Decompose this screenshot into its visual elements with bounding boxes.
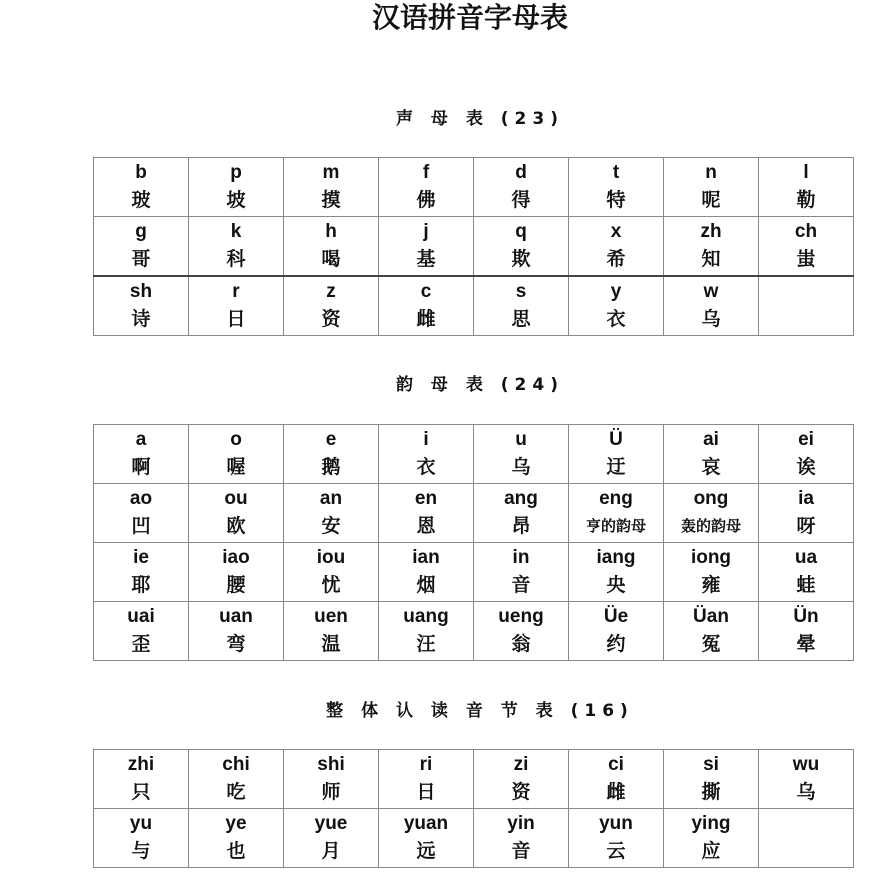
pinyin-cell <box>474 543 569 602</box>
pinyin-cell <box>474 484 569 543</box>
pinyin-cell <box>94 602 189 661</box>
pinyin-letter: ao <box>129 488 153 509</box>
table-row <box>94 217 854 277</box>
pinyin-letter: yue <box>314 813 348 834</box>
pinyin-cell <box>664 276 759 336</box>
pinyin-cell <box>759 484 854 543</box>
pinyin-letter: iang <box>596 547 636 568</box>
pinyin-cell <box>189 809 284 868</box>
pinyin-letter: en <box>414 488 438 509</box>
pinyin-cell <box>569 543 664 602</box>
pinyin-cell <box>94 217 189 277</box>
table-row <box>94 809 854 868</box>
pinyin-letter: uen <box>314 606 348 627</box>
pinyin-cell <box>664 809 759 868</box>
pinyin-cell <box>569 750 664 809</box>
pinyin-cell <box>379 158 474 217</box>
pinyin-letter: yin <box>507 813 535 834</box>
pinyin-cell <box>94 484 189 543</box>
example-character: 约 <box>606 633 626 655</box>
example-character: 希 <box>606 248 626 270</box>
pinyin-letter: eng <box>599 488 633 509</box>
table-row <box>94 425 854 484</box>
example-character: 雌 <box>416 308 436 330</box>
pinyin-cell <box>759 543 854 602</box>
pinyin-letter: wu <box>792 754 820 775</box>
pinyin-cell <box>189 543 284 602</box>
example-character: 衣 <box>416 456 436 478</box>
pinyin-letter: yuan <box>403 813 449 834</box>
example-character: 乌 <box>511 456 531 478</box>
example-character: 只 <box>131 781 151 803</box>
pinyin-letter: w <box>703 281 719 302</box>
example-character: 恩 <box>416 515 436 537</box>
example-character: 亨的韵母 <box>585 517 646 535</box>
example-character: 温 <box>321 633 341 655</box>
pinyin-letter: iong <box>690 547 732 568</box>
example-character: 基 <box>416 248 436 270</box>
pinyin-letter: ang <box>504 488 538 509</box>
pinyin-letter: zhi <box>127 754 155 775</box>
pinyin-letter: ia <box>798 488 814 509</box>
pinyin-cell <box>569 158 664 217</box>
pinyin-letter: ye <box>225 813 247 834</box>
pinyin-cell <box>759 425 854 484</box>
pinyin-cell <box>664 217 759 277</box>
pinyin-letter: shi <box>317 754 345 775</box>
pinyin-letter: zi <box>513 754 529 775</box>
table-row <box>94 484 854 543</box>
example-character: 烟 <box>416 574 436 596</box>
example-character: 也 <box>226 840 246 862</box>
pinyin-letter: n <box>705 162 717 183</box>
example-character: 摸 <box>321 189 341 211</box>
pinyin-letter: ueng <box>498 606 544 627</box>
example-character: 晕 <box>796 633 816 655</box>
whole-syllables-table <box>93 749 854 868</box>
pinyin-letter: ua <box>794 547 818 568</box>
example-character: 与 <box>131 840 151 862</box>
pinyin-letter: ri <box>419 754 433 775</box>
pinyin-cell <box>379 602 474 661</box>
example-character: 哥 <box>131 248 151 270</box>
example-character: 雌 <box>606 781 626 803</box>
pinyin-cell <box>474 602 569 661</box>
pinyin-cell <box>379 750 474 809</box>
pinyin-cell <box>189 217 284 277</box>
finals-heading: 韵 母 表 (24) <box>396 375 564 395</box>
pinyin-cell <box>569 484 664 543</box>
example-character: 央 <box>606 574 626 596</box>
pinyin-letter: o <box>230 429 242 450</box>
pinyin-letter: sh <box>129 281 153 302</box>
pinyin-letter: ong <box>693 488 729 509</box>
pinyin-letter: an <box>319 488 343 509</box>
example-character: 科 <box>226 248 246 270</box>
pinyin-letter: Ün <box>793 606 819 627</box>
pinyin-cell <box>664 158 759 217</box>
pinyin-cell <box>759 276 854 336</box>
pinyin-letter: ian <box>412 547 440 568</box>
pinyin-letter: s <box>515 281 527 302</box>
pinyin-letter: ying <box>691 813 731 834</box>
example-character: 凹 <box>131 515 151 537</box>
example-character: 鹅 <box>321 456 341 478</box>
pinyin-letter: uang <box>403 606 449 627</box>
pinyin-cell <box>284 809 379 868</box>
pinyin-cell <box>284 543 379 602</box>
pinyin-cell <box>664 484 759 543</box>
pinyin-cell <box>94 750 189 809</box>
example-character: 呀 <box>796 515 816 537</box>
example-character: 知 <box>701 248 721 270</box>
pinyin-letter: Üan <box>693 606 729 627</box>
pinyin-cell <box>759 809 854 868</box>
pinyin-letter: Ü <box>609 429 623 450</box>
pinyin-cell <box>759 158 854 217</box>
pinyin-cell <box>379 217 474 277</box>
example-character: 坡 <box>226 189 246 211</box>
pinyin-cell <box>94 809 189 868</box>
pinyin-cell <box>189 602 284 661</box>
pinyin-letter: t <box>612 162 620 183</box>
pinyin-letter: iou <box>316 547 346 568</box>
example-character: 诗 <box>131 308 151 330</box>
pinyin-letter: ei <box>798 429 814 450</box>
example-character: 日 <box>416 781 436 803</box>
pinyin-letter: zh <box>700 221 722 242</box>
pinyin-cell <box>189 750 284 809</box>
example-character: 哀 <box>701 456 721 478</box>
finals-table <box>93 424 854 661</box>
example-character: 轰的韵母 <box>680 517 741 535</box>
example-character: 音 <box>511 840 531 862</box>
table-row <box>94 543 854 602</box>
example-character: 资 <box>511 781 531 803</box>
pinyin-cell <box>759 602 854 661</box>
example-character: 蚩 <box>796 248 816 270</box>
pinyin-letter: l <box>803 162 809 183</box>
table-row <box>94 158 854 217</box>
pinyin-letter: r <box>232 281 240 302</box>
pinyin-cell <box>284 425 379 484</box>
pinyin-cell <box>379 276 474 336</box>
example-character: 歪 <box>131 633 151 655</box>
pinyin-cell <box>284 276 379 336</box>
example-character: 弯 <box>226 633 246 655</box>
pinyin-letter: uai <box>127 606 155 627</box>
pinyin-letter: uan <box>219 606 253 627</box>
pinyin-cell <box>379 543 474 602</box>
pinyin-cell <box>379 809 474 868</box>
pinyin-letter: c <box>420 281 432 302</box>
pinyin-letter: f <box>422 162 430 183</box>
example-character: 应 <box>701 840 721 862</box>
pinyin-cell <box>569 602 664 661</box>
pinyin-cell <box>94 543 189 602</box>
pinyin-letter: chi <box>222 754 250 775</box>
pinyin-cell <box>759 750 854 809</box>
pinyin-cell <box>664 543 759 602</box>
example-character: 冤 <box>701 633 721 655</box>
pinyin-cell <box>664 425 759 484</box>
example-character: 耶 <box>131 574 151 596</box>
pinyin-cell <box>759 217 854 277</box>
example-character: 喝 <box>321 248 341 270</box>
pinyin-letter: j <box>423 221 429 242</box>
pinyin-cell <box>284 602 379 661</box>
pinyin-cell <box>189 158 284 217</box>
example-character: 诶 <box>796 456 816 478</box>
pinyin-cell <box>94 276 189 336</box>
example-character: 忧 <box>321 574 341 596</box>
example-character: 佛 <box>416 189 436 211</box>
example-character: 月 <box>321 840 341 862</box>
pinyin-letter: u <box>515 429 527 450</box>
table-row <box>94 750 854 809</box>
pinyin-cell <box>474 217 569 277</box>
pinyin-letter: z <box>326 281 336 302</box>
table-row <box>94 602 854 661</box>
pinyin-letter: m <box>322 162 340 183</box>
pinyin-cell <box>189 276 284 336</box>
pinyin-letter: x <box>610 221 622 242</box>
pinyin-letter: ch <box>794 221 818 242</box>
pinyin-cell <box>284 158 379 217</box>
pinyin-letter: Üe <box>603 606 629 627</box>
pinyin-letter: g <box>135 221 147 242</box>
example-character: 喔 <box>226 456 246 478</box>
pinyin-cell <box>569 217 664 277</box>
pinyin-letter: p <box>230 162 242 183</box>
example-character: 汪 <box>416 633 436 655</box>
pinyin-letter: ai <box>703 429 719 450</box>
pinyin-letter: b <box>135 162 147 183</box>
pinyin-letter: k <box>230 221 242 242</box>
whole-syllables-heading: 整 体 认 读 音 节 表 (16) <box>326 701 634 721</box>
example-character: 腰 <box>226 574 246 596</box>
example-character: 翁 <box>511 633 531 655</box>
example-character: 蛙 <box>796 574 816 596</box>
pinyin-letter: yun <box>599 813 633 834</box>
pinyin-cell <box>189 425 284 484</box>
pinyin-letter: a <box>135 429 147 450</box>
example-character: 啊 <box>131 456 151 478</box>
pinyin-letter: q <box>515 221 527 242</box>
pinyin-cell <box>474 425 569 484</box>
example-character: 资 <box>321 308 341 330</box>
pinyin-cell <box>379 425 474 484</box>
pinyin-cell <box>474 750 569 809</box>
pinyin-letter: in <box>512 547 530 568</box>
pinyin-cell <box>474 276 569 336</box>
pinyin-letter: ci <box>608 754 624 775</box>
pinyin-letter: iao <box>222 547 250 568</box>
pinyin-letter: y <box>610 281 622 302</box>
pinyin-cell <box>284 750 379 809</box>
pinyin-letter: ou <box>224 488 248 509</box>
pinyin-letter: e <box>325 429 337 450</box>
pinyin-cell <box>569 276 664 336</box>
pinyin-letter: d <box>515 162 527 183</box>
example-character: 吃 <box>226 781 246 803</box>
pinyin-cell <box>569 425 664 484</box>
example-character: 音 <box>511 574 531 596</box>
example-character: 乌 <box>796 781 816 803</box>
pinyin-cell <box>284 484 379 543</box>
example-character: 远 <box>416 840 436 862</box>
pinyin-cell <box>94 158 189 217</box>
pinyin-cell <box>474 809 569 868</box>
initials-table <box>93 157 854 336</box>
example-character: 乌 <box>701 308 721 330</box>
example-character: 思 <box>511 308 531 330</box>
initials-heading: 声 母 表 (23) <box>396 109 564 129</box>
example-character: 迂 <box>606 456 626 478</box>
pinyin-letter: ie <box>133 547 149 568</box>
pinyin-cell <box>664 602 759 661</box>
example-character: 呢 <box>701 189 721 211</box>
example-character: 日 <box>226 308 246 330</box>
pinyin-cell <box>94 425 189 484</box>
page-title: 汉语拼音字母表 <box>371 1 568 34</box>
example-character: 玻 <box>131 189 151 211</box>
example-character: 撕 <box>701 781 721 803</box>
pinyin-cell <box>664 750 759 809</box>
pinyin-cell <box>569 809 664 868</box>
table-row <box>94 276 854 336</box>
example-character: 衣 <box>606 308 626 330</box>
example-character: 特 <box>606 189 626 211</box>
pinyin-cell <box>474 158 569 217</box>
pinyin-letter: yu <box>129 813 153 834</box>
example-character: 得 <box>511 189 531 211</box>
example-character: 云 <box>606 840 626 862</box>
example-character: 欺 <box>511 248 531 270</box>
example-character: 安 <box>321 515 341 537</box>
example-character: 昂 <box>511 515 531 537</box>
pinyin-letter: si <box>703 754 719 775</box>
pinyin-letter: h <box>325 221 337 242</box>
example-character: 欧 <box>226 515 246 537</box>
example-character: 师 <box>321 781 341 803</box>
pinyin-cell <box>379 484 474 543</box>
pinyin-cell <box>284 217 379 277</box>
pinyin-letter: i <box>423 429 429 450</box>
example-character: 雍 <box>701 574 721 596</box>
example-character: 勒 <box>796 189 816 211</box>
pinyin-cell <box>189 484 284 543</box>
